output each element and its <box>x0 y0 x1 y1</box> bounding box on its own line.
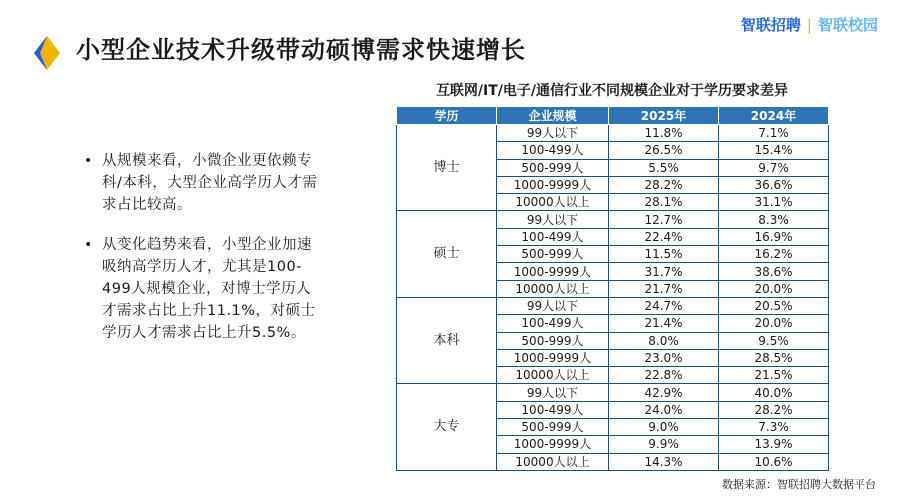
diamond-logo-icon <box>34 36 60 70</box>
size-cell: 100-499人 <box>497 315 609 332</box>
size-cell: 10000人以上 <box>497 453 609 470</box>
size-cell: 1000-9999人 <box>497 349 609 366</box>
size-cell: 10000人以上 <box>497 367 609 384</box>
size-cell: 99人以下 <box>497 384 609 401</box>
value-2024-cell: 21.5% <box>719 367 829 384</box>
value-2025-cell: 14.3% <box>609 453 719 470</box>
value-2024-cell: 36.6% <box>719 176 829 193</box>
value-2025-cell: 28.2% <box>609 176 719 193</box>
value-2025-cell: 9.0% <box>609 419 719 436</box>
size-cell: 10000人以上 <box>497 280 609 297</box>
value-2024-cell: 20.0% <box>719 280 829 297</box>
value-2025-cell: 24.7% <box>609 297 719 314</box>
value-2024-cell: 7.1% <box>719 125 829 142</box>
degree-cell: 大专 <box>397 384 497 470</box>
value-2024-cell: 20.5% <box>719 297 829 314</box>
table-row <box>397 211 829 228</box>
value-2024-cell: 28.2% <box>719 401 829 418</box>
size-cell: 10000人以上 <box>497 194 609 211</box>
value-2025-cell: 22.4% <box>609 228 719 245</box>
data-source-note: 数据来源：智联招聘大数据平台 <box>722 478 876 491</box>
value-2024-cell: 9.7% <box>719 159 829 176</box>
value-2024-cell: 40.0% <box>719 384 829 401</box>
value-2024-cell: 10.6% <box>719 453 829 470</box>
size-cell: 100-499人 <box>497 401 609 418</box>
value-2025-cell: 42.9% <box>609 384 719 401</box>
value-2025-cell: 21.7% <box>609 280 719 297</box>
value-2024-cell: 9.5% <box>719 332 829 349</box>
size-cell: 100-499人 <box>497 142 609 159</box>
size-cell: 100-499人 <box>497 228 609 245</box>
value-2025-cell: 21.4% <box>609 315 719 332</box>
value-2024-cell: 31.1% <box>719 194 829 211</box>
value-2024-cell: 16.9% <box>719 228 829 245</box>
header-cell: 学历 <box>397 107 497 125</box>
table-row <box>397 384 829 401</box>
degree-cell: 硕士 <box>397 211 497 297</box>
size-cell: 1000-9999人 <box>497 436 609 453</box>
header-cell: 2024年 <box>719 107 829 125</box>
table-container <box>396 106 828 471</box>
value-2024-cell: 8.3% <box>719 211 829 228</box>
table-header-row <box>397 107 829 125</box>
value-2024-cell: 20.0% <box>719 315 829 332</box>
value-2025-cell: 24.0% <box>609 401 719 418</box>
header-cell: 2025年 <box>609 107 719 125</box>
table-title: 互联网/IT/电子/通信行业不同规模企业对于学历要求差异 <box>435 83 789 99</box>
header-cell: 企业规模 <box>497 107 609 125</box>
brand-sub-name: 智联校园 <box>817 16 878 34</box>
value-2024-cell: 16.2% <box>719 246 829 263</box>
size-cell: 500-999人 <box>497 332 609 349</box>
bullet-item: • 从变化趋势来看，小型企业加速吸纳高学历人才，尤其是100-499人规模企业，对博士学历人才需求占比上升11.1%，对硕士学历人才需求占比上升5.5%。 <box>84 234 322 344</box>
size-cell: 500-999人 <box>497 419 609 436</box>
degree-cell: 本科 <box>397 297 497 383</box>
value-2025-cell: 12.7% <box>609 211 719 228</box>
size-cell: 99人以下 <box>497 297 609 314</box>
education-table <box>396 106 829 471</box>
page-title: 小型企业技术升级带动硕博需求快速增长 <box>76 36 526 64</box>
size-cell: 1000-9999人 <box>497 263 609 280</box>
value-2025-cell: 11.5% <box>609 246 719 263</box>
table-body <box>397 125 829 471</box>
degree-cell: 博士 <box>397 125 497 211</box>
size-cell: 500-999人 <box>497 159 609 176</box>
value-2025-cell: 5.5% <box>609 159 719 176</box>
value-2024-cell: 13.9% <box>719 436 829 453</box>
value-2025-cell: 31.7% <box>609 263 719 280</box>
size-cell: 500-999人 <box>497 246 609 263</box>
value-2024-cell: 15.4% <box>719 142 829 159</box>
size-cell: 1000-9999人 <box>497 176 609 193</box>
value-2025-cell: 8.0% <box>609 332 719 349</box>
value-2024-cell: 28.5% <box>719 349 829 366</box>
table-row <box>397 297 829 314</box>
size-cell: 99人以下 <box>497 211 609 228</box>
value-2025-cell: 11.8% <box>609 125 719 142</box>
value-2025-cell: 26.5% <box>609 142 719 159</box>
value-2024-cell: 38.6% <box>719 263 829 280</box>
brand-name: 智联招聘 <box>740 16 801 34</box>
bullet-item: • 从规模来看，小微企业更依赖专科/本科，大型企业高学历人才需求占比较高。 <box>84 150 322 216</box>
value-2025-cell: 28.1% <box>609 194 719 211</box>
value-2024-cell: 7.3% <box>719 419 829 436</box>
value-2025-cell: 22.8% <box>609 367 719 384</box>
brand-separator: | <box>806 15 812 34</box>
brand-logo <box>741 14 878 35</box>
value-2025-cell: 23.0% <box>609 349 719 366</box>
bullet-list <box>84 150 322 362</box>
table-row <box>397 125 829 142</box>
value-2025-cell: 9.9% <box>609 436 719 453</box>
size-cell: 99人以下 <box>497 125 609 142</box>
